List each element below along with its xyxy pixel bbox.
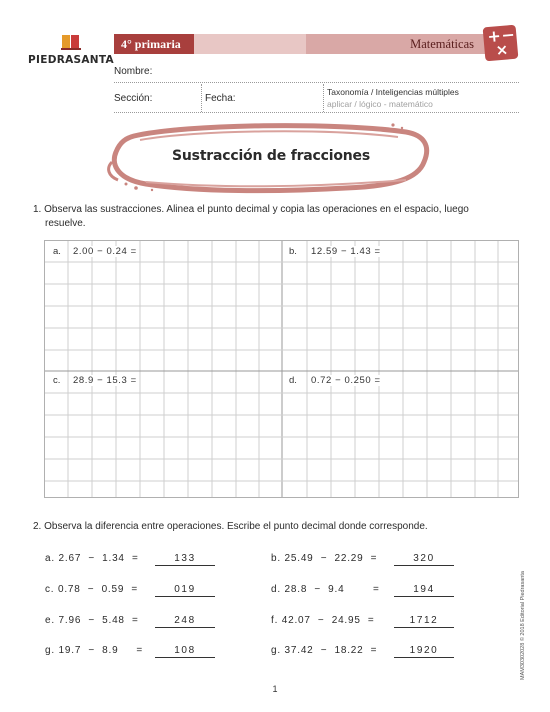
minus-symbol: − xyxy=(500,24,516,45)
ex2-answer-c[interactable]: 019 xyxy=(155,583,215,597)
header-band xyxy=(114,34,486,54)
page-number: 1 xyxy=(272,684,278,694)
band-light-segment xyxy=(194,34,306,54)
ex2-op-b: b. 25.49 − 22.29 = xyxy=(271,553,378,564)
exercise1-instruction-line2: resuelve. xyxy=(45,218,86,229)
ex2-answer-d[interactable]: 194 xyxy=(394,583,454,597)
ex2-op-f: f. 42.07 − 24.95 = xyxy=(271,615,375,626)
exercise2-instruction: 2. Observa la diferencia entre operaciones. Escribe el punto decimal donde corresponde. xyxy=(33,521,428,532)
item-d-operation: 0.72 − 0.250 = xyxy=(311,375,381,386)
page-title: Sustracción de fracciones xyxy=(172,148,370,164)
taxonomy-value: aplicar / lógico - matemático xyxy=(327,99,433,109)
ex2-answer-f[interactable]: 1712 xyxy=(394,614,454,628)
copyright-text: MAM30302028 © 2018 Editorial Piedrasanta xyxy=(520,571,526,680)
ex2-answer-a[interactable]: 133 xyxy=(155,552,215,566)
copyright-credit xyxy=(520,560,530,680)
item-b-operation: 12.59 − 1.43 = xyxy=(311,246,381,257)
item-a-label: a. xyxy=(53,246,61,257)
item-c-operation: 28.9 − 15.3 = xyxy=(73,375,137,386)
name-line xyxy=(114,82,519,83)
subject-label: Matemáticas xyxy=(410,37,474,51)
ex2-op-a: a. 2.67 − 1.34 = xyxy=(45,553,139,564)
work-grid[interactable] xyxy=(44,240,519,498)
ex2-op-g-left: g. 19.7 − 8.9 = xyxy=(45,645,143,656)
item-b-label: b. xyxy=(289,246,297,257)
item-a-operation: 2.00 − 0.24 = xyxy=(73,246,137,257)
section-line xyxy=(114,112,519,113)
ex2-op-d: d. 28.8 − 9.4 = xyxy=(271,584,380,595)
name-label: Nombre: xyxy=(114,66,153,77)
ex2-answer-g-left[interactable]: 108 xyxy=(155,644,215,658)
book-logo-icon xyxy=(60,34,82,52)
ex2-answer-b[interactable]: 320 xyxy=(394,552,454,566)
ex2-op-c: c. 0.78 − 0.59 = xyxy=(45,584,139,595)
ex2-op-e: e. 7.96 − 5.48 = xyxy=(45,615,139,626)
info-divider-2 xyxy=(323,84,324,112)
grade-label: 4° primaria xyxy=(114,34,194,54)
item-d-label: d. xyxy=(289,375,297,386)
section-label: Sección: xyxy=(114,93,153,104)
ex2-answer-g-right[interactable]: 1920 xyxy=(394,644,454,658)
date-label: Fecha: xyxy=(205,93,236,104)
grid-lines xyxy=(45,241,520,499)
times-symbol: × xyxy=(494,40,509,60)
info-divider-1 xyxy=(201,84,202,112)
math-operations-icon xyxy=(483,25,519,62)
band-subject-segment xyxy=(306,34,486,54)
plus-symbol: + xyxy=(486,25,502,47)
ex2-answer-e[interactable]: 248 xyxy=(155,614,215,628)
brand-name: PIEDRASANTA xyxy=(28,54,114,66)
exercise1-instruction-line1: 1. Observa las sustracciones. Alinea el punto decimal y copia las operaciones en el espacio, luego xyxy=(33,204,469,215)
title-frame xyxy=(106,122,436,194)
item-c-label: c. xyxy=(53,375,61,386)
piedrasanta-logo xyxy=(28,30,114,70)
ex2-op-g-right: g. 37.42 − 18.22 = xyxy=(271,645,378,656)
taxonomy-label: Taxonomía / Inteligencias múltiples xyxy=(327,87,459,97)
